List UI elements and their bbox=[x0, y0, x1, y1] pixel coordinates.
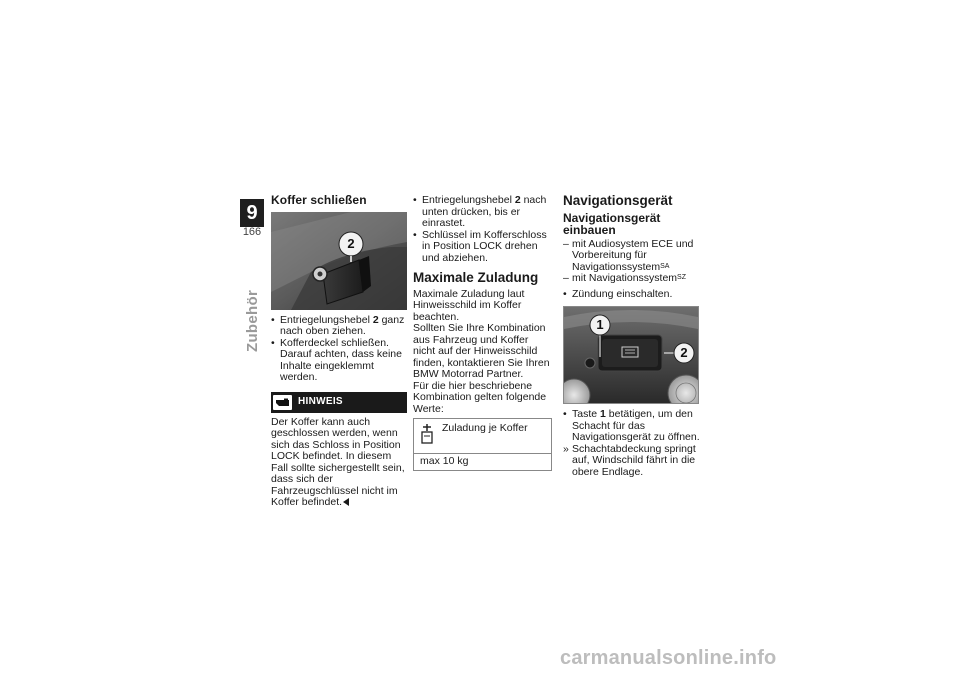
load-table-header bbox=[414, 419, 551, 454]
paragraph-zuladung-2: Sollten Sie Ihre Kombination aus Fahrzeug und Koffer nicht auf der Hinweisschild finden, kontaktieren Sie Ihren BMW Motorrad Partner. bbox=[413, 322, 550, 380]
chapter-title-vertical: Zubehör bbox=[244, 289, 261, 352]
bullet-icon: • bbox=[271, 336, 275, 349]
dash-icon: – bbox=[563, 237, 569, 250]
case-lock-photo bbox=[271, 212, 407, 310]
bullet-icon: • bbox=[563, 287, 567, 300]
column-2 bbox=[413, 195, 552, 471]
pointing-hand-icon bbox=[273, 395, 292, 410]
navigation-slot-photo bbox=[563, 306, 699, 404]
list-item: • Entriegelungshebel 2 nach unten drücken, bis er einrastet. bbox=[413, 194, 547, 229]
load-table bbox=[413, 418, 552, 471]
equipment-list bbox=[563, 239, 700, 285]
steps-list-ignition bbox=[563, 289, 700, 301]
bullet-icon: • bbox=[413, 194, 417, 206]
notice-text: Der Koffer kann auch geschlossen werden, wenn sich das Schloss in Position LOCK befindet. In diesem Fall sollte sichergestellt sein, dass sich der Fahrzeugschlüssel nicht im Koffer befindet. bbox=[271, 415, 405, 508]
column-3 bbox=[563, 195, 700, 478]
list-item: » Schachtabdeckung springt auf, Windschild fährt in die obere Endlage. bbox=[563, 442, 696, 478]
chapter-number-tab: 9 bbox=[240, 199, 264, 227]
notice-label: HINWEIS bbox=[298, 396, 343, 408]
case-lock-illustration bbox=[271, 212, 407, 310]
list-item: • Taste 1 betätigen, um den Schacht für das Navigationsgerät zu öffnen. bbox=[563, 408, 700, 443]
column-1 bbox=[271, 195, 407, 509]
result-arrow-icon: » bbox=[563, 442, 569, 455]
steps-list-lock bbox=[413, 195, 552, 264]
watermark: carmanualsonline.info bbox=[560, 647, 777, 669]
notice-banner bbox=[271, 392, 407, 413]
paragraph-zuladung-1: Maximale Zuladung laut Hinweisschild im Koffer beachten. bbox=[413, 287, 525, 323]
steps-list-navigation bbox=[563, 409, 700, 478]
dash-icon: – bbox=[563, 272, 569, 284]
subheading-einbauen: Navigationsgerät einbauen bbox=[563, 210, 661, 237]
section-heading-navigation: Navigationsgerät bbox=[563, 193, 673, 208]
paragraph-zuladung-3: Für die hier beschriebene Kombination gelten folgende Werte: bbox=[413, 379, 547, 415]
bullet-icon: • bbox=[271, 313, 275, 326]
section-heading-zuladung: Maximale Zuladung bbox=[413, 270, 539, 285]
weight-icon bbox=[420, 423, 434, 449]
load-table-label: Zuladung je Koffer bbox=[442, 422, 528, 434]
list-item: • Kofferdeckel schließen. Darauf achten, dass keine Inhalte eingeklemmt werden. bbox=[271, 336, 402, 383]
load-table-value: max 10 kg bbox=[420, 454, 469, 467]
list-item: – mit Navigationssystem$^{SZ}$ bbox=[563, 272, 686, 284]
page-number: 166 bbox=[242, 226, 262, 238]
bullet-icon: • bbox=[563, 408, 567, 420]
figure-callout-1: 1 bbox=[596, 317, 604, 332]
end-of-notice-icon bbox=[343, 498, 349, 506]
figure-callout-2: 2 bbox=[347, 235, 355, 251]
list-item: • Entriegelungshebel 2 ganz nach oben ziehen. bbox=[271, 313, 405, 337]
list-item: • Zündung einschalten. bbox=[563, 287, 673, 300]
figure-callout-2: 2 bbox=[680, 345, 688, 360]
section-heading-koffer-schliessen: Koffer schließen bbox=[271, 193, 367, 207]
bullet-icon: • bbox=[413, 228, 417, 241]
list-item: • Schlüssel im Kofferschloss in Position LOCK drehen und abziehen. bbox=[413, 228, 547, 264]
steps-list-close bbox=[271, 315, 407, 384]
list-item: – mit Audiosystem ECE und Vorbereitung für Navigationssystem$^{SA}$ bbox=[563, 237, 694, 273]
